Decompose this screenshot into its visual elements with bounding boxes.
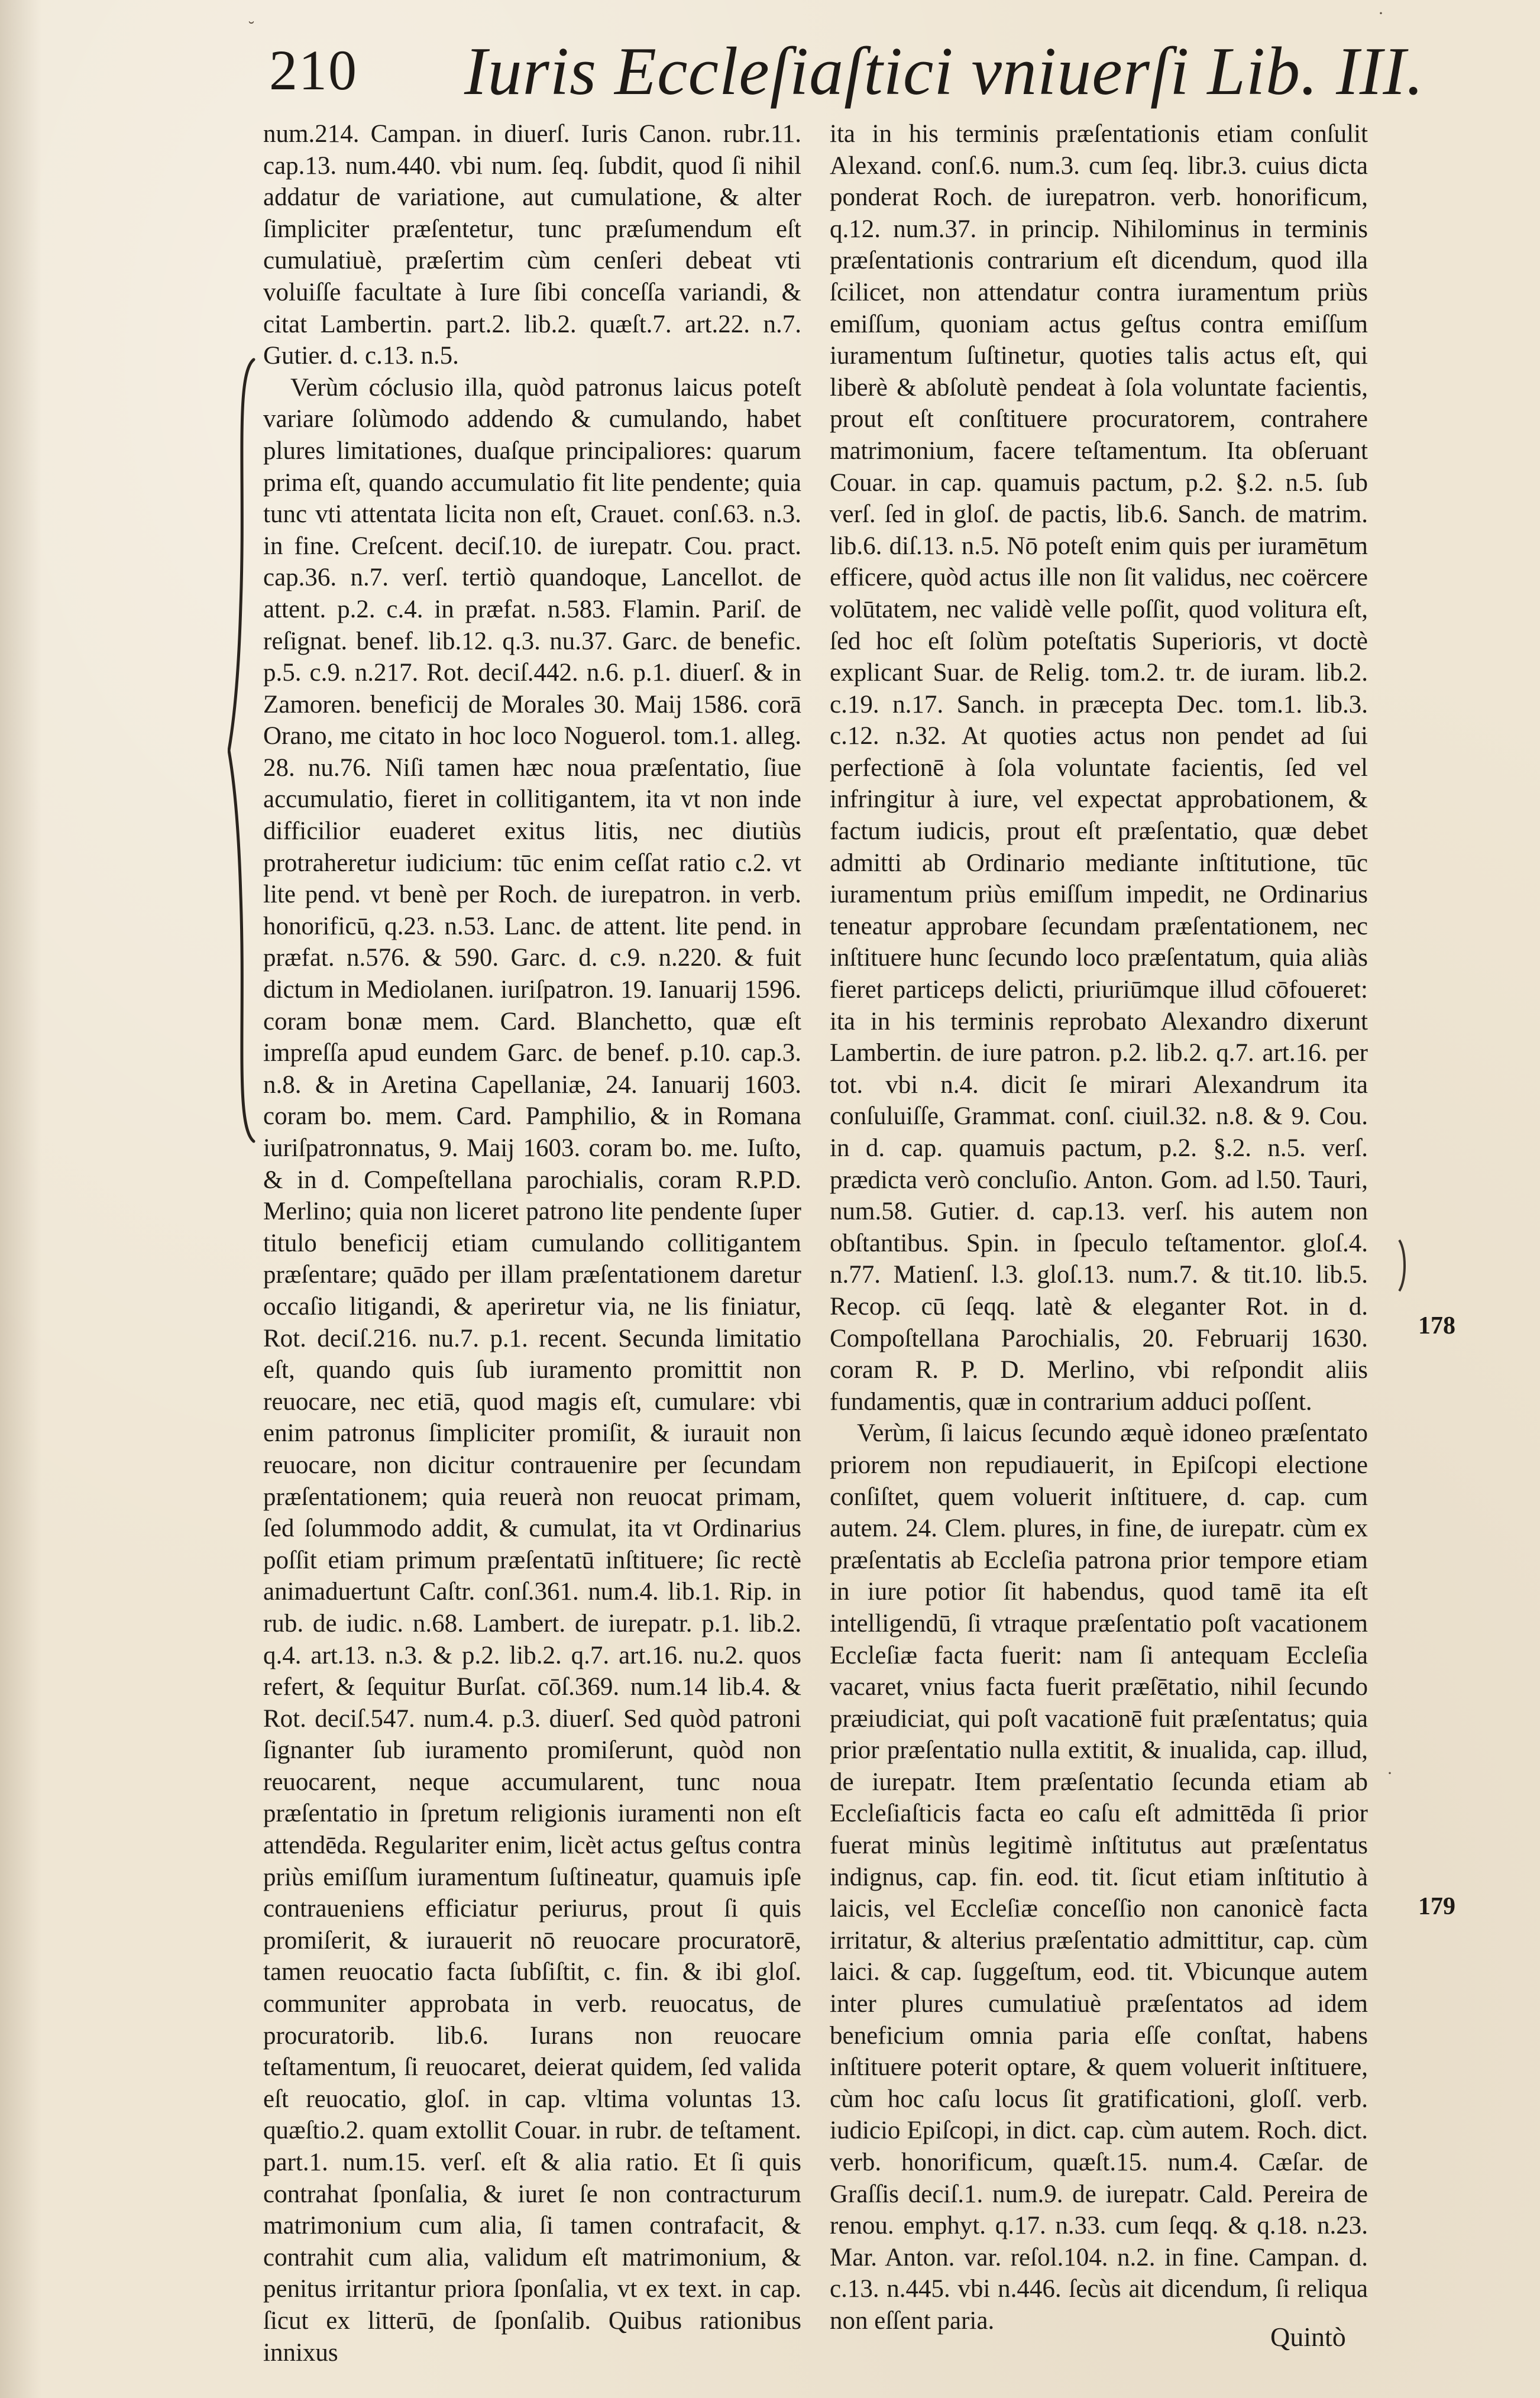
page-number: 210 (269, 38, 358, 102)
ink-speck: · (1378, 4, 1384, 23)
curly-brace-mark (228, 357, 261, 1144)
page-edge-shadow (0, 0, 41, 2398)
ink-speck: ˘ (248, 18, 254, 37)
right-column (830, 118, 1368, 2337)
running-title: Iuris Eccleſiaſtici vniuerſi Lib. III. (464, 34, 1424, 109)
left-column (263, 118, 801, 2368)
page-header (269, 33, 1481, 109)
catchword: Quintò (1270, 2322, 1346, 2352)
left-paragraph: num.214. Campan. in diuerſ. Iuris Canon. rubr.11. cap.13. num.440. vbi num. ſeq. ſubdit, quod ſi nihil addatur de variatione, aut cumulatione, & alter ſimpliciter præſentetur, tunc præſumendum eſt cumulatiuè, præſertim cùm cenſeri debeat vti voluiſſe facultate à Iure ſibi conceſſa variandi, & citat Lambertin. part.2. lib.2. quæſt.7. art.22. n.7. Gutier. d. c.13. n.5. (263, 120, 801, 370)
right-paragraph: Verùm, ſi laicus ſecundo æquè idoneo præſentato priorem non repudiauerit, in Epiſcopi electione conſiſtet, quem voluerit inſtituere, d. cap. cum autem. 24. Clem. plures, in fine, de iurepatr. cùm ex præſentatis ab Eccleſia patrona prior tempore etiam in iure potior ſit habendus, quod tamē ita eſt intelligendū, ſi vtraque præſentatio poſt vacationem Eccleſiæ facta fuerit: nam ſi antequam Eccleſia vacaret, vnius facta fuerit præſētatio, nihil ſecundo præiudiciat, qui poſt vacationē fuit præſentatus; quia prior præſentatio nulla extitit, & inualida, cap. illud, de iurepatr. Item præſentatio ſecunda etiam ab Eccleſiaſticis facta eo caſu eſt admittēda ſi prior fuerat minùs legitimè inſtitutus aut præſentatus indignus, cap. fin. eod. tit. ſicut etiam inſtitutio à laicis, vel Eccleſiæ conceſſio non canonicè facta irritatur, & alterius præſentatio admittitur, cap. cùm laici. & cap. ſuggeſtum, eod. tit. Vbicunque autem inter plures cumulatiuè præſentatos ad idem beneficium omnia paria eſſe conſtat, habens inſtituere poterit optare, & quem voluerit inſtituere, cùm hoc caſu locus ſit gratificationi, gloſſ. verb. iudicio Epiſcopi, in dict. cap. cùm autem. Roch. dict. verb. honorificum, quæſt.15. num.4. Cæſar. de Graſſis deciſ.1. num.9. de iurepatr. Cald. Pereira de renou. emphyt. q.17. n.33. cum ſeqq. & q.18. n.23. Mar. Anton. var. reſol.104. n.2. in fine. Campan. d. c.13. n.445. vbi n.446. ſecùs ait dicendum, ſi reliqua non eſſent paria. (830, 1419, 1368, 2335)
left-paragraph: Verùm cóclusio illa, quòd patronus laicus poteſt variare ſolùmodo addendo & cumulando, habet plures limitationes, duaſque principaliores: quarum prima eſt, quando accumulatio fit lite pendente; quia tunc vti attentata licita non eſt, Crauet. conſ.63. n.3. in fine. Creſcent. deciſ.10. de iurepatr. Cou. pract. cap.36. n.7. verſ. tertiò quandoque, Lancellot. de attent. p.2. c.4. in præfat. n.583. Flamin. Pariſ. de reſignat. benef. lib.12. q.3. nu.37. Garc. de benefic. p.5. c.9. n.217. Rot. deciſ.442. n.6. p.1. diuerſ. & in Zamoren. beneficij de Morales 30. Maij 1586. corā Orano, me citato in hoc loco Noguerol. tom.1. alleg. 28. nu.76. Niſi tamen hæc noua præſentatio, ſiue accumulatio, fieret in collitigantem, ita vt non inde difficilior euaderet exitus litis, nec diutiùs protraheretur iudicium: tūc enim ceſſat ratio c.2. vt lite pend. vt benè per Roch. de iurepatron. in verb. honorificū, q.23. n.53. Lanc. de attent. lite pend. in præfat. n.576. & 590. Garc. d. c.9. n.220. & fuit dictum in Mediolanen. iuriſpatron. 19. Ianuarij 1596. coram bonæ mem. Card. Blanchetto, quæ eſt impreſſa apud eundem Garc. de benef. p.10. cap.3. n.8. & in Aretina Capellaniæ, 24. Ianuarij 1603. coram bo. mem. Card. Pamphilio, & in Romana iuriſpatronnatus, 9. Maij 1603. coram bo. me. Iuſto, & in d. Compeſtellana parochialis, coram R.P.D. Merlino; quia non liceret patrono lite pendente ſuper titulo beneficij etiam cumulando collitigantem præſentare; quādo per illam præſentationem daretur occaſio litigandi, & aperiretur via, ne lis finiatur, Rot. deciſ.216. nu.7. p.1. recent. Secunda limitatio eſt, quando quis ſub iuramento promittit non reuocare, nec etiā, quod magis eſt, cumulare: vbi enim patronus ſimpliciter promiſit, & iurauit non reuocare, non dicitur contrauenire per ſecundam præſentationem; quia reuerà non reuocat primam, ſed ſolummodo addit, & cumulat, ita vt Ordinarius poſſit etiam primum præſentatū inſtituere; ſic rectè animaduertunt Caſtr. conſ.361. num.4. lib.1. Rip. in rub. de iudic. n.68. Lambert. de iurepatr. p.1. lib.2. q.4. art.13. n.3. & p.2. lib.2. q.7. art.16. nu.2. quos refert, & ſequitur Burſat. cōſ.369. num.14 lib.4. & Rot. deciſ.547. num.4. p.3. diuerſ. Sed quòd patroni ſignanter ſub iuramento promiſerunt, quòd non reuocarent, neque accumularent, tunc noua præſentatio in ſpretum religionis iuramenti non eſt attendēda. Regulariter enim, licèt actus geſtus contra priùs emiſſum iuramentum ſuſtineatur, quamuis ipſe contraueniens efficiatur periurus, prout ſi quis promiſerit, & iurauerit nō reuocare procuratorē, tamen reuocatio facta ſubſiſtit, c. fin. & ibi gloſ. communiter approbata in verb. reuocatus, de procuratorib. lib.6. Iurans non reuocare teſtamentum, ſi reuocaret, deierat quidem, ſed valida eſt reuocatio, gloſ. in cap. vltima voluntas 13. quæſtio.2. quam extollit Couar. in rubr. de teſtament. part.1. num.15. verſ. eſt & alia ratio. Et ſi quis contrahat ſponſalia, & iuret ſe non contracturum matrimonium cum alia, ſi tamen contrafacit, & contrahit cum alia, validum eſt matrimonium, & penitus irritantur priora ſponſalia, vt ex text. in cap. ſicut ex litterū, de ſponſalib. Quibus rationibus innixus (263, 373, 801, 2367)
margin-number: 178 (1418, 1312, 1455, 1339)
bracket-mark (1397, 1239, 1409, 1292)
ink-speck: · (1387, 1763, 1393, 1783)
right-paragraph: ita in his terminis præſentationis etiam conſulit Alexand. conſ.6. num.3. cum ſeq. libr.3. cuius dicta ponderat Roch. de iurepatron. verb. honorificum, q.12. num.37. in princip. Nihilominus in terminis præſentationis contrarium eſt dicendum, quod illa ſcilicet, non attendatur contra iuramentum priùs emiſſum, quoniam actus geſtus contra emiſſum iuramentum ſuſtinetur, quoties talis actus eſt, qui liberè & abſolutè pendeat à ſola voluntate facientis, prout eſt conſtituere procuratorem, contrahere matrimonium, facere teſtamentum. Ita obſeruant Couar. in cap. quamuis pactum, p.2. §.2. n.5. ſub verſ. ſed in gloſ. de pactis, lib.6. Sanch. de matrim. lib.6. diſ.13. n.5. Nō poteſt enim quis per iuramētum efficere, quòd actus ille non ſit validus, nec coërcere volūtatem, nec validè velle poſſit, quod volitura eſt, ſed hoc eſt ſolùm poteſtatis Superioris, vt doctè explicant Suar. de Relig. tom.2. tr. de iuram. lib.2. c.19. n.17. Sanch. in præcepta Dec. tom.1. lib.3. c.12. n.32. At quoties actus non pendet ad ſui perfectionē à ſola voluntate facientis, ſed vel infringitur à iure, vel expectat approbationem, & factum iudicis, prout eſt præſentatio, quæ debet admitti ab Ordinario mediante inſtitutione, tūc iuramentum priùs emiſſum impedit, ne Ordinarius teneatur approbare ſecundam præſentationem, nec inſtituere hunc ſecundo loco præſentatum, quia aliàs fieret particeps delicti, priuriūmque illud cōfoueret: ita in his terminis reprobato Alexandro dixerunt Lambertin. de iure patron. p.2. lib.2. q.7. art.16. per tot. vbi n.4. dicit ſe mirari Alexandrum ita conſuluiſſe, Grammat. conſ. ciuil.32. n.8. & 9. Cou. in d. cap. quamuis pactum, p.2. §.2. n.5. verſ. prædicta verò concluſio. Anton. Gom. ad l.50. Tauri, num.58. Gutier. d. cap.13. verſ. his autem non obſtantibus. Spin. in ſpeculo teſtamentor. gloſ.4. n.77. Matienſ. l.3. gloſ.13. num.7. & tit.10. lib.5. Recop. cū ſeqq. latè & eleganter Rot. in d. Compoſtellana Parochialis, 20. Februarij 1630. coram R. P. D. Merlino, vbi reſpondit aliis fundamentis, quæ in contrarium adduci poſſent. (830, 120, 1368, 1416)
margin-number: 179 (1418, 1893, 1455, 1920)
